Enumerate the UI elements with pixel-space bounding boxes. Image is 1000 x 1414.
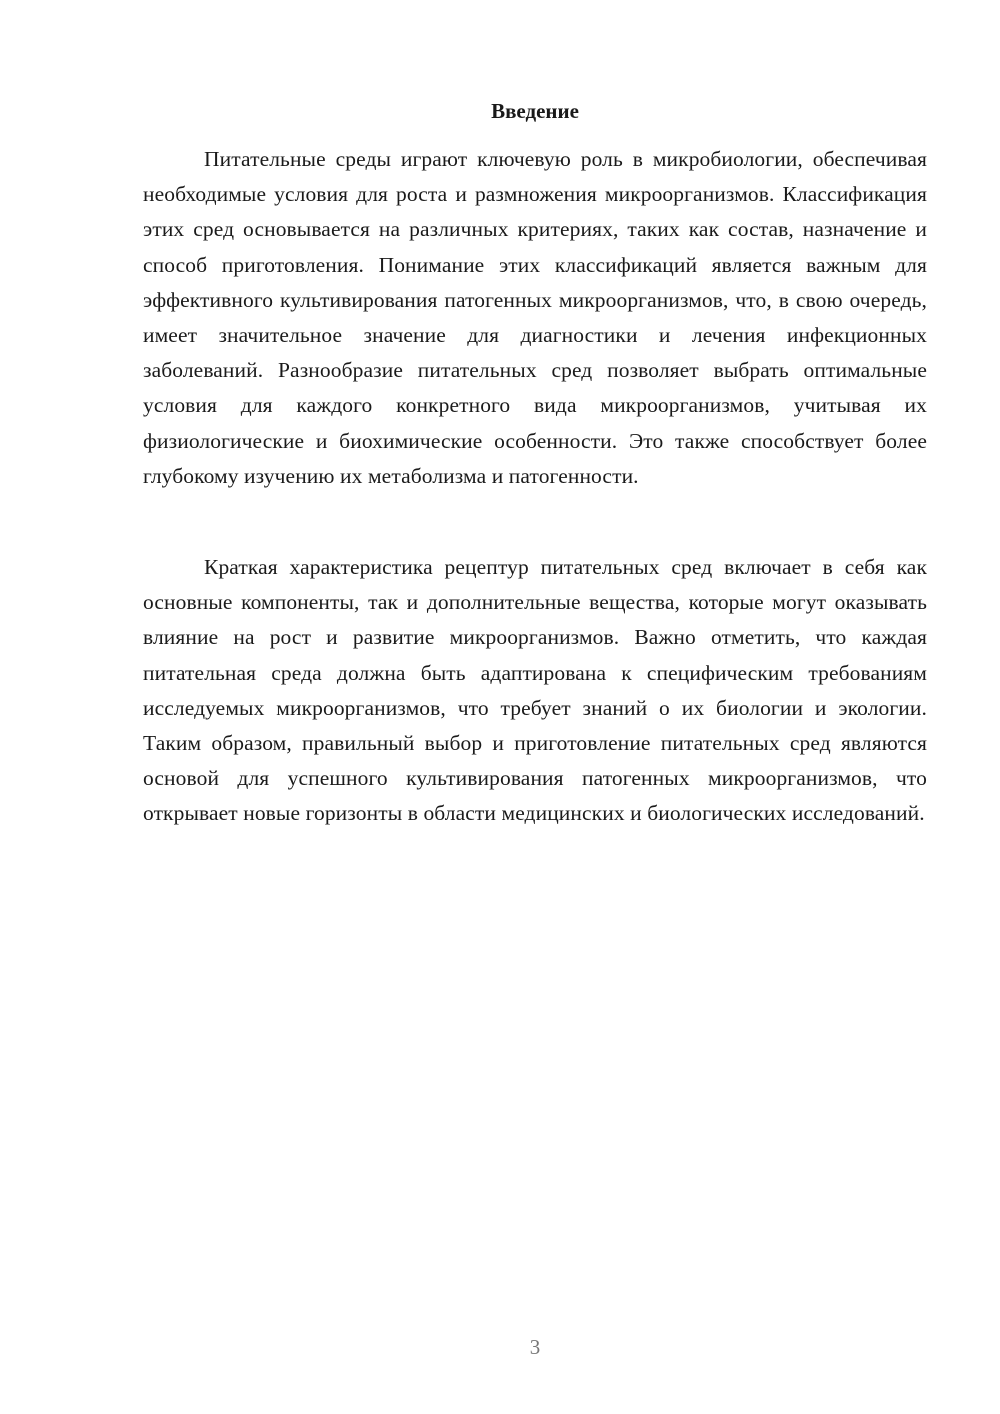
paragraph-2: Краткая характеристика рецептур питательных сред включает в себя как основные компоненты, так и дополнительные вещества, которые могут оказывать влияние на рост и развитие микроорганизмов. Важно отметить, что каждая питательная среда должна быть адаптирована к специфическим требованиям исследуемых микроорганизмов, что требует знаний о их биологии и экологии. Таким образом, правильный выбор и приготовление питательных сред являются основой для успешного культивирования патогенных микроорганизмов, что открывает новые горизонты в области медицинских и биологических исследований. <box>143 555 927 826</box>
paragraph-1: Питательные среды играют ключевую роль в микробиологии, обеспечивая необходимые условия для роста и размножения микроорганизмов. Классификация этих сред основывается на различных критериях, таких как состав, назначение и способ приготовления. Понимание этих классификаций является важным для эффективного культивирования патогенных микроорганизмов, что, в свою очередь, имеет значительное значение для диагностики и лечения инфекционных заболеваний. Разнообразие питательных сред позволяет выбрать оптимальные условия для каждого конкретного вида микроорганизмов, учитывая их физиологические и биохимические особенности. Это также способствует более глубокому изучению их метаболизма и патогенности. <box>143 147 927 488</box>
section-heading: Введение <box>491 99 579 123</box>
page-number: 3 <box>529 1335 541 1359</box>
